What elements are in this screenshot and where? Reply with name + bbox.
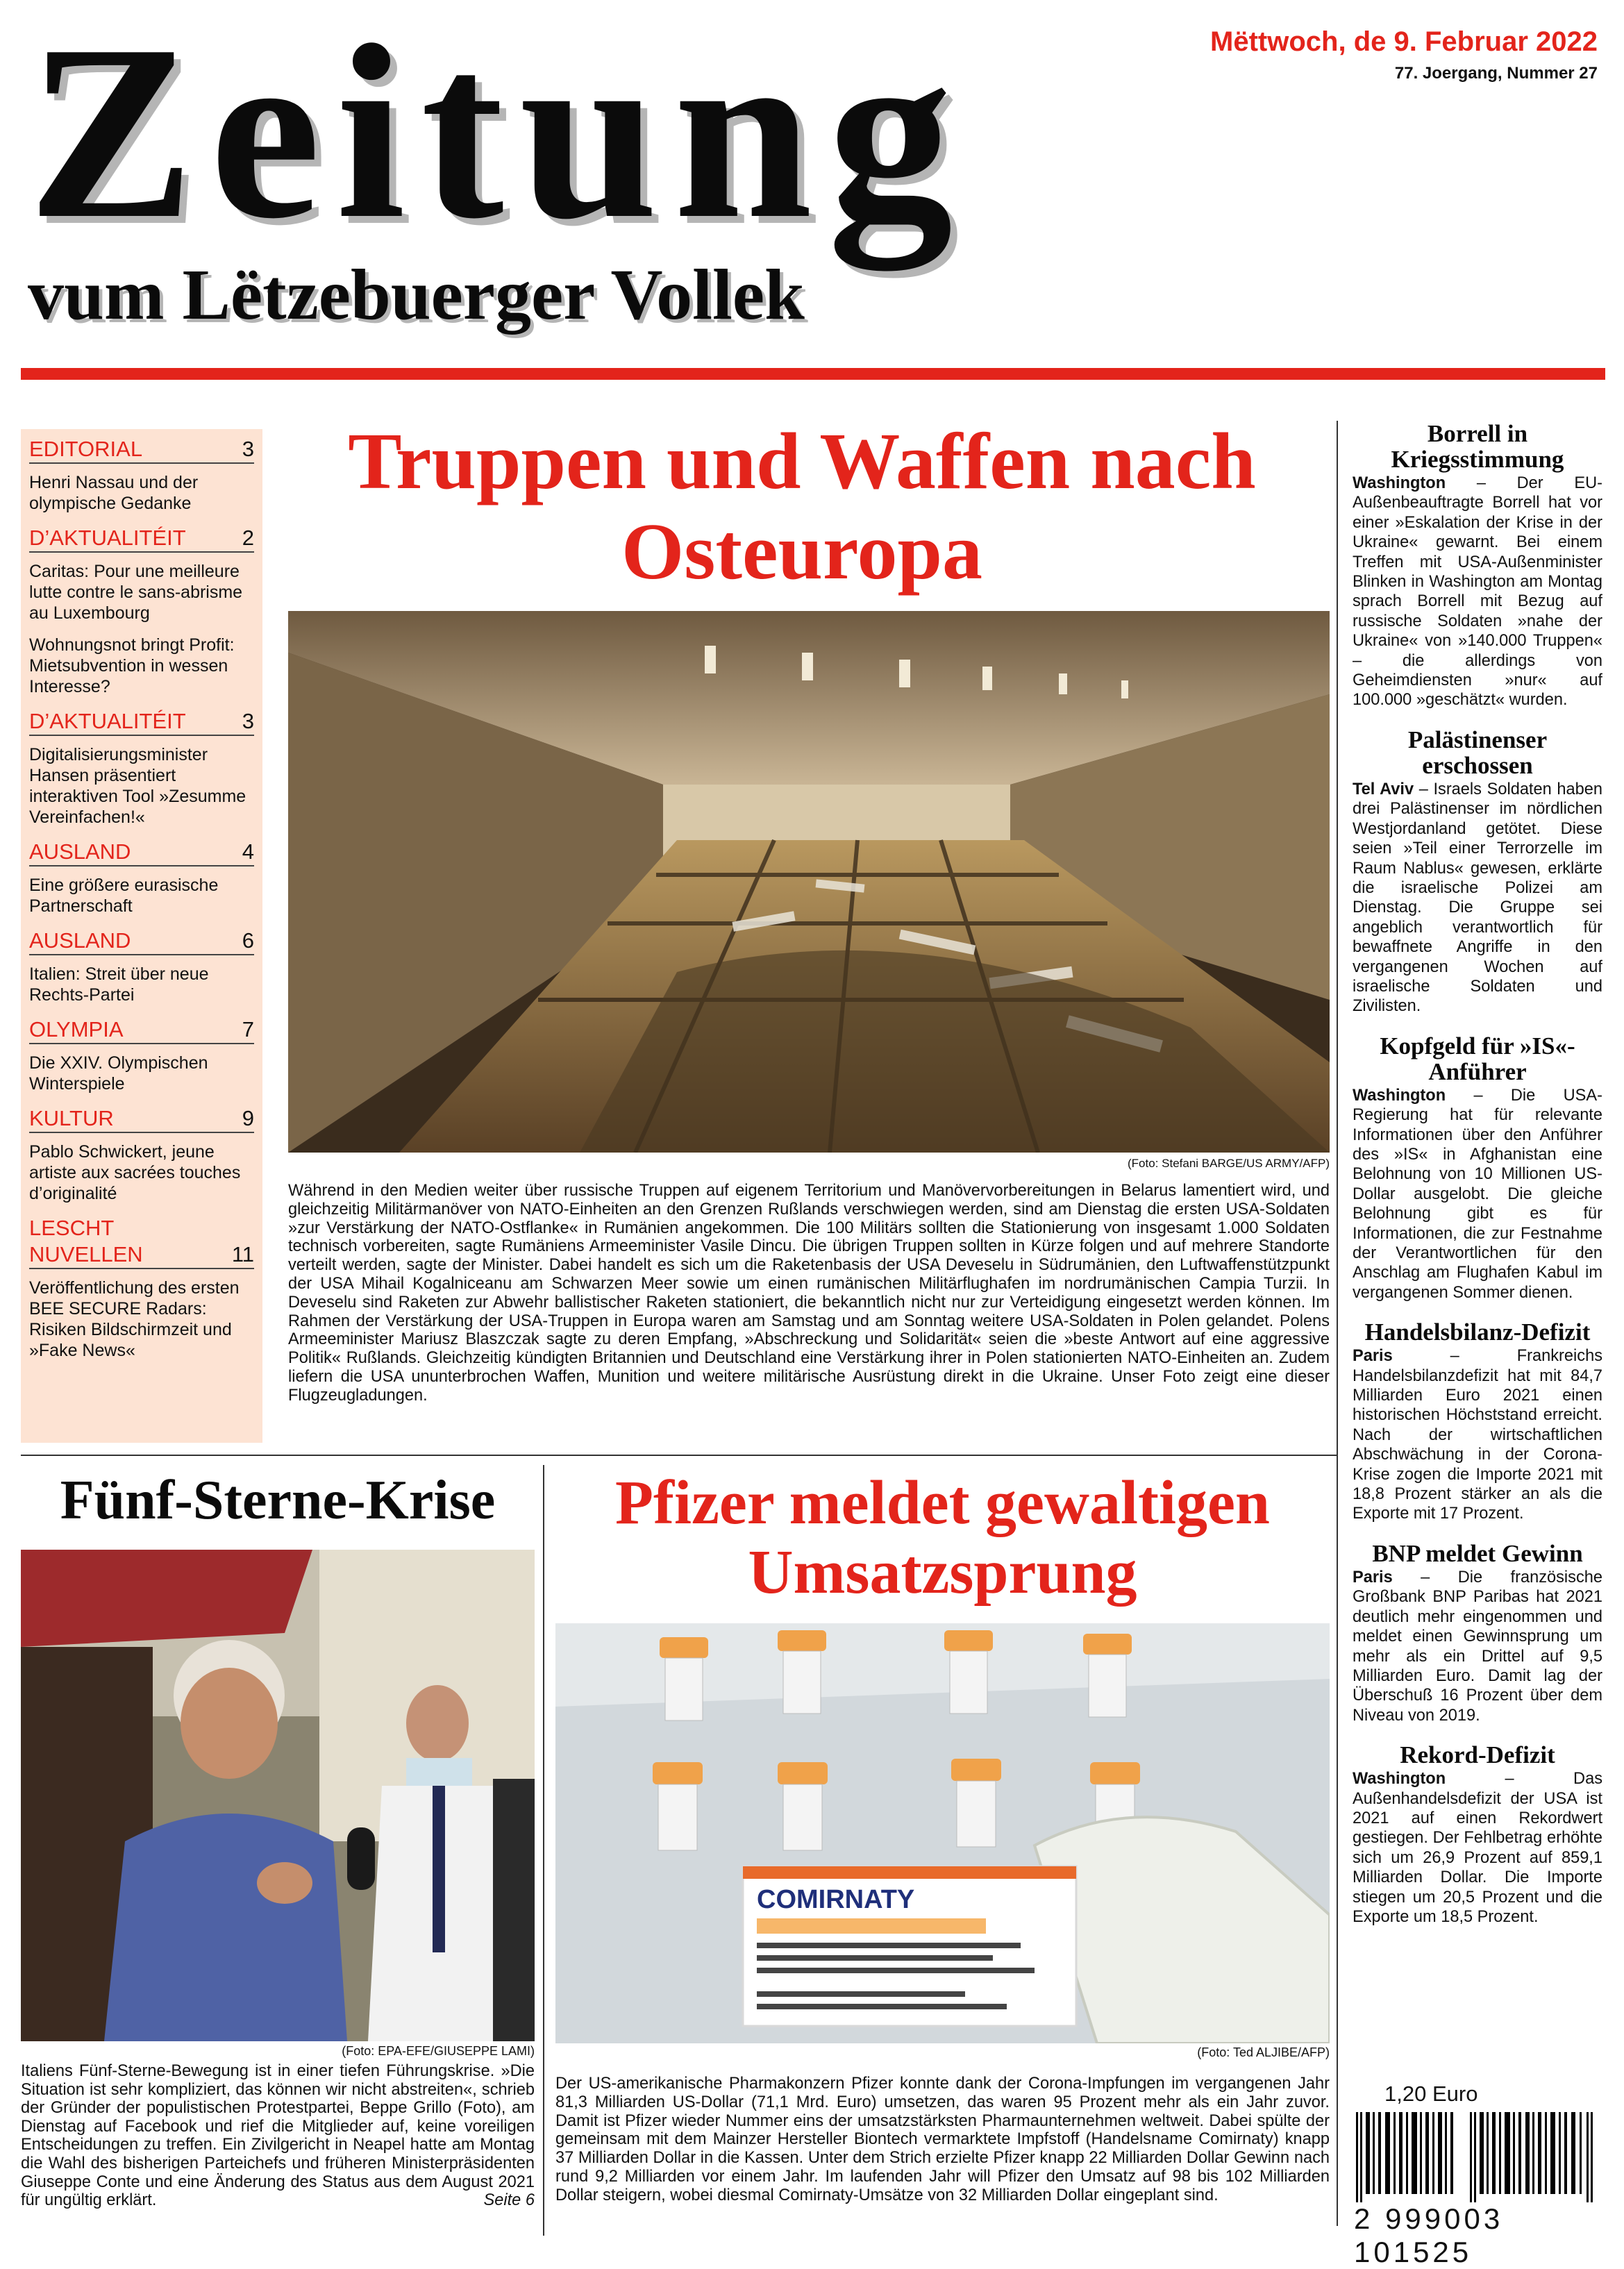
brief-headline: Kopfgeld für »IS«-Anführer bbox=[1380, 1032, 1575, 1085]
page-reference[interactable]: Seite 6 bbox=[483, 2191, 535, 2210]
column-rule-right bbox=[1337, 421, 1338, 2226]
toc-entry[interactable] bbox=[29, 708, 254, 828]
barcode bbox=[1350, 2112, 1600, 2202]
toc-item: Pablo Schwickert, jeune artiste aux sacrées touches d’originalité bbox=[29, 1142, 241, 1203]
toc-page: 3 bbox=[242, 437, 254, 461]
toc-page: 4 bbox=[242, 839, 254, 864]
brief-body: – Frankreichs Handelsbilanzdefizit hat mit 84,7 Milliarden Euro 2021 einen historischen Höchststand erreicht. Nach der wirtschaftlichen Abschwächung in der Corona-Krise zogen die Importe 2021 mit 18,8 Prozent stärker an als die Exporte mit 17 Prozent. bbox=[1353, 1347, 1602, 1523]
pfizer-photo-vials bbox=[555, 1623, 1330, 2043]
price: 1,20 Euro bbox=[1384, 2082, 1478, 2106]
brief-item[interactable] bbox=[1353, 421, 1602, 710]
five-star-body: Italiens Fünf-Sterne-Bewegung ist in einer tiefen Führungskrise. »Die Situation ist sehr kompliziert, das können wir nicht abstreiten«, schrieb der Gründer der populistischen Protestpartei, Beppe Grillo (Foto), am Dienstag auf Facebook und rief die Mitglieder auf, keine voreiligen Entscheidungen zu treffen. Ein Zivilgericht in Neapel hatte am Montag die Wahl des bisherigen Parteichefs und früheren Ministerpräsidenten Giuseppe Conte und eine Änderung des Status aus dem August 2021 für ungültig erklärt. bbox=[21, 2062, 535, 2210]
section-rule bbox=[21, 1455, 1337, 1456]
brief-location: Paris bbox=[1353, 1347, 1393, 1366]
toc-entry[interactable] bbox=[29, 1016, 254, 1094]
brief-item[interactable] bbox=[1353, 1033, 1602, 1303]
brief-text bbox=[1353, 780, 1602, 1016]
toc-item: Eine größere eurasische Partnerschaft bbox=[29, 876, 219, 916]
toc-entry[interactable] bbox=[29, 436, 254, 514]
toc-item: Italien: Streit über neue Rechts-Partei bbox=[29, 964, 209, 1005]
toc-entry[interactable] bbox=[29, 525, 254, 697]
issue-date: Mëttwoch, de 9. Februar 2022 bbox=[1210, 26, 1598, 57]
brief-headline: Palästinenser erschossen bbox=[1407, 726, 1548, 779]
brief-location: Paris bbox=[1353, 1568, 1393, 1586]
lead-photo-credit: (Foto: Stefani BARGE/US ARMY/AFP) bbox=[1128, 1157, 1330, 1170]
toc-item: Veröffentlichung des ersten BEE SECURE Radars: Risiken Bildschirmzeit und »Fake News« bbox=[29, 1278, 240, 1360]
brief-headline: Rekord-Defizit bbox=[1400, 1741, 1555, 1769]
toc-item: Caritas: Pour une meilleure lutte contre le sans-abrisme au Luxembourg bbox=[29, 562, 243, 623]
vaccine-box-brand: COMIRNATY bbox=[757, 1885, 915, 1914]
toc-category: LESCHT NUVELLEN bbox=[29, 1216, 143, 1266]
toc-category: KULTUR bbox=[29, 1106, 114, 1130]
lead-headline[interactable]: Truppen und Waffen nach Osteuropa bbox=[348, 417, 1256, 596]
toc-entry[interactable] bbox=[29, 928, 254, 1005]
toc-entry[interactable] bbox=[29, 1215, 254, 1361]
brief-location: Washington bbox=[1353, 1086, 1446, 1105]
brief-body: – Die französische Großbank BNP Paribas hat 2021 deutlich mehr eingenommen und meldet einen Gewinnsprung um mehr als ein Drittel auf 9,5 Milliarden Euro. Damit lag der Überschuß 16 Prozent über dem Niveau von 2019. bbox=[1353, 1568, 1602, 1725]
lead-article-text: Während in den Medien weiter über russische Truppen auf eigenem Territorium und Manövervorbereitungen in Belarus lamentiert wird, und gleichzeitig Militärmanöver von NATO-Einheiten an den Grenzen Rußlands verschwiegen werden, sind am Dienstag die ersten USA-Soldaten »zur Verstärkung der NATO-Ostflanke« in Rumänien angekommen. Die 100 Militärs sollten die Stationierung von insgesamt 1.000 Soldaten technisch vorbereiten, sagte Rumäniens Armeeminister Vasile Dincu. Die übrigen Truppen sollten in Kürze folgen und auf mehrere Standorte verteilt werden, sagte der Minister. Dabei handelt es sich um die Raketenbasis der USA Deveselu in Südrumänien, den Luftwaffenstützpunkt der USA Mihail Kogalniceanu am Schwarzen Meer sowie um einen rumänischen Militärflughafen im nordrumänischen Campia Turzii. In Deveselu sind Raketen zur Abwehr ballistischer Raketen stationiert, die bekanntlich nicht nur zur Verteidigung eingesetzt werden können. Im Rahmen der Verstärkung der USA-Truppen in Europa waren am Samstag und am Sonntag weitere USA-Soldaten in Polen gelandet. Polens Armeeminister Mariusz Blaszczak sagte zu deren Empfang, »Abschreckung und Solidarität« seien die »beste Antwort auf eine aggressive Politik« Rußlands. Gleichzeitig kündigten Britannien und Deutschland eine Verstärkung ihrer in Polen stationierten NATO-Einheiten an. Zudem liefern die USA ununterbrochen Waffen, Munition und weitere militärische Ausrüstung direkt in die Ukraine. Unser Foto zeigt eine dieser Flugzeugladungen. bbox=[288, 1182, 1330, 1405]
brief-location: Tel Aviv bbox=[1353, 780, 1414, 798]
toc-entry[interactable] bbox=[29, 839, 254, 916]
brief-body: – Der EU-Außenbeauftragte Borrell hat vor einer »Eskalation der Krise in der Ukraine« gewarnt. Bei einem Treffen mit USA-Außenminister Blinken in Washington am Montag sprach Borrell mit Bezug auf russische Soldaten »nahe der Ukraine« von »140.000 Truppen« – die allerdings von Geheimdiensten »nur« auf 100.000 »geschätzt« wurden. bbox=[1353, 474, 1602, 710]
brief-text bbox=[1353, 1568, 1602, 1725]
column-rule-mid bbox=[543, 1465, 544, 2236]
masthead-title: Zeitung bbox=[28, 0, 969, 270]
pfizer-photo-credit: (Foto: Ted ALJIBE/AFP) bbox=[1197, 2045, 1330, 2059]
pfizer-article-text: Der US-amerikanische Pharmakonzern Pfizer konnte dank der Corona-Impfungen im vergangenen Jahr 81,3 Milliarden US-Dollar (71,1 Mrd. Euro) umsetzen, das waren 95 Prozent mehr als ein Jahr zuvor. Damit ist Pfizer wieder Nummer eins der umsatzstärksten Pharmaunternehmen weltweit. Dabei spülte der gemeinsam mit dem Mainzer Hersteller Biontech vermarktete Impfstoff (Handelsname Comirnaty) knapp 37 Milliarden Dollar in die Kassen. Unter dem Strich erzielte Pfizer knapp 22 Milliarden Dollar Gewinn nach rund 9,2 Milliarden vor einem Jahr. Im laufenden Jahr will Pfizer den Umsatz auf 98 bis 102 Milliarden Dollar steigern, wobei diesmal Comirnaty-Umsätze von 32 Milliarden Dollar eingeplant sind. bbox=[555, 2075, 1330, 2204]
toc-category: OLYMPIA bbox=[29, 1017, 124, 1041]
news-briefs-column bbox=[1353, 421, 1602, 1943]
toc-entry[interactable] bbox=[29, 1105, 254, 1204]
masthead-subtitle: vum Lëtzebuerger Vollek bbox=[28, 255, 805, 335]
brief-location: Washington bbox=[1353, 474, 1446, 492]
barcode-number: 2 999003 101525 bbox=[1354, 2202, 1504, 2268]
brief-headline: Handelsbilanz-Defizit bbox=[1364, 1318, 1591, 1346]
toc-category: AUSLAND bbox=[29, 839, 131, 864]
toc-category: D’AKTUALITÉIT bbox=[29, 526, 186, 550]
pfizer-headline[interactable]: Pfizer meldet gewaltigen Umsatzsprung bbox=[615, 1468, 1270, 1607]
five-star-headline[interactable]: Fünf-Sterne-Krise bbox=[60, 1470, 496, 1531]
toc-category: D’AKTUALITÉIT bbox=[29, 709, 186, 733]
brief-text bbox=[1353, 1769, 1602, 1927]
toc-item: Wohnungsnot bringt Profit: Mietsubvention in wessen Interesse? bbox=[29, 635, 235, 696]
brief-body: – Israels Soldaten haben drei Palästinenser im nördlichen Westjordanland getötet. Diese seien »Teil einer Terrorzelle im Raum Nablus« gewesen, erklärte die israelische Polizei am Dienstag. Die Gruppe sei angeblich verantwortlich für bewaffnete Angriffe in den vergangenen Wochen auf israelische Soldaten und Zivilisten. bbox=[1353, 780, 1602, 1016]
brief-headline: BNP meldet Gewinn bbox=[1372, 1539, 1583, 1567]
table-of-contents bbox=[21, 429, 262, 1443]
issue-number: 77. Joergang, Nummer 27 bbox=[1394, 64, 1598, 83]
toc-page: 3 bbox=[242, 709, 254, 733]
five-star-photo-credit: (Foto: EPA-EFE/GIUSEPPE LAMI) bbox=[342, 2044, 535, 2058]
toc-category: EDITORIAL bbox=[29, 437, 143, 461]
lead-photo-cargo-hold bbox=[288, 611, 1330, 1153]
toc-item: Die XXIV. Olympischen Winterspiele bbox=[29, 1053, 208, 1094]
brief-item[interactable] bbox=[1353, 727, 1602, 1016]
toc-category: AUSLAND bbox=[29, 928, 131, 953]
brief-location: Washington bbox=[1353, 1770, 1446, 1789]
toc-page: 2 bbox=[242, 526, 254, 550]
brief-item[interactable] bbox=[1353, 1541, 1602, 1725]
brief-text bbox=[1353, 474, 1602, 710]
masthead-rule bbox=[21, 368, 1605, 380]
brief-body: – Die USA-Regierung hat für relevante Informationen über den Anführer des »IS« in Afghanistan eine Belohnung von 10 Millionen US-Dollar ausgelobt. Die gleiche Belohnung gibt es für Informationen, die zur Festnahme der Verantwortlichen für den Anschlag am Flughafen Kabul im vergangenen Sommer dienen. bbox=[1353, 1086, 1602, 1302]
toc-page: 6 bbox=[242, 928, 254, 953]
brief-body: – Das Außenhandelsdefizit der USA ist 2021 auf einen Rekordwert gestiegen. Der Fehlbetrag erhöhte sich um 26,9 Prozent auf 859,1 Milliarden Dollar. Die Importe stiegen um 20,5 Prozent und die Exporte um 18,5 Prozent. bbox=[1353, 1770, 1602, 1926]
brief-text bbox=[1353, 1086, 1602, 1303]
brief-item[interactable] bbox=[1353, 1319, 1602, 1524]
toc-page: 11 bbox=[231, 1242, 254, 1266]
toc-item: Henri Nassau und der olympische Gedanke bbox=[29, 473, 199, 513]
five-star-photo bbox=[21, 1550, 535, 2041]
brief-text bbox=[1353, 1346, 1602, 1524]
five-star-article-text bbox=[21, 2062, 535, 2210]
brief-headline: Borrell in Kriegsstimmung bbox=[1391, 420, 1564, 473]
brief-item[interactable] bbox=[1353, 1742, 1602, 1927]
toc-page: 7 bbox=[242, 1017, 254, 1041]
toc-item: Digitalisierungsminister Hansen präsentiert interaktiven Tool »Zesumme Vereinfachen!« bbox=[29, 745, 246, 827]
toc-page: 9 bbox=[242, 1106, 254, 1130]
